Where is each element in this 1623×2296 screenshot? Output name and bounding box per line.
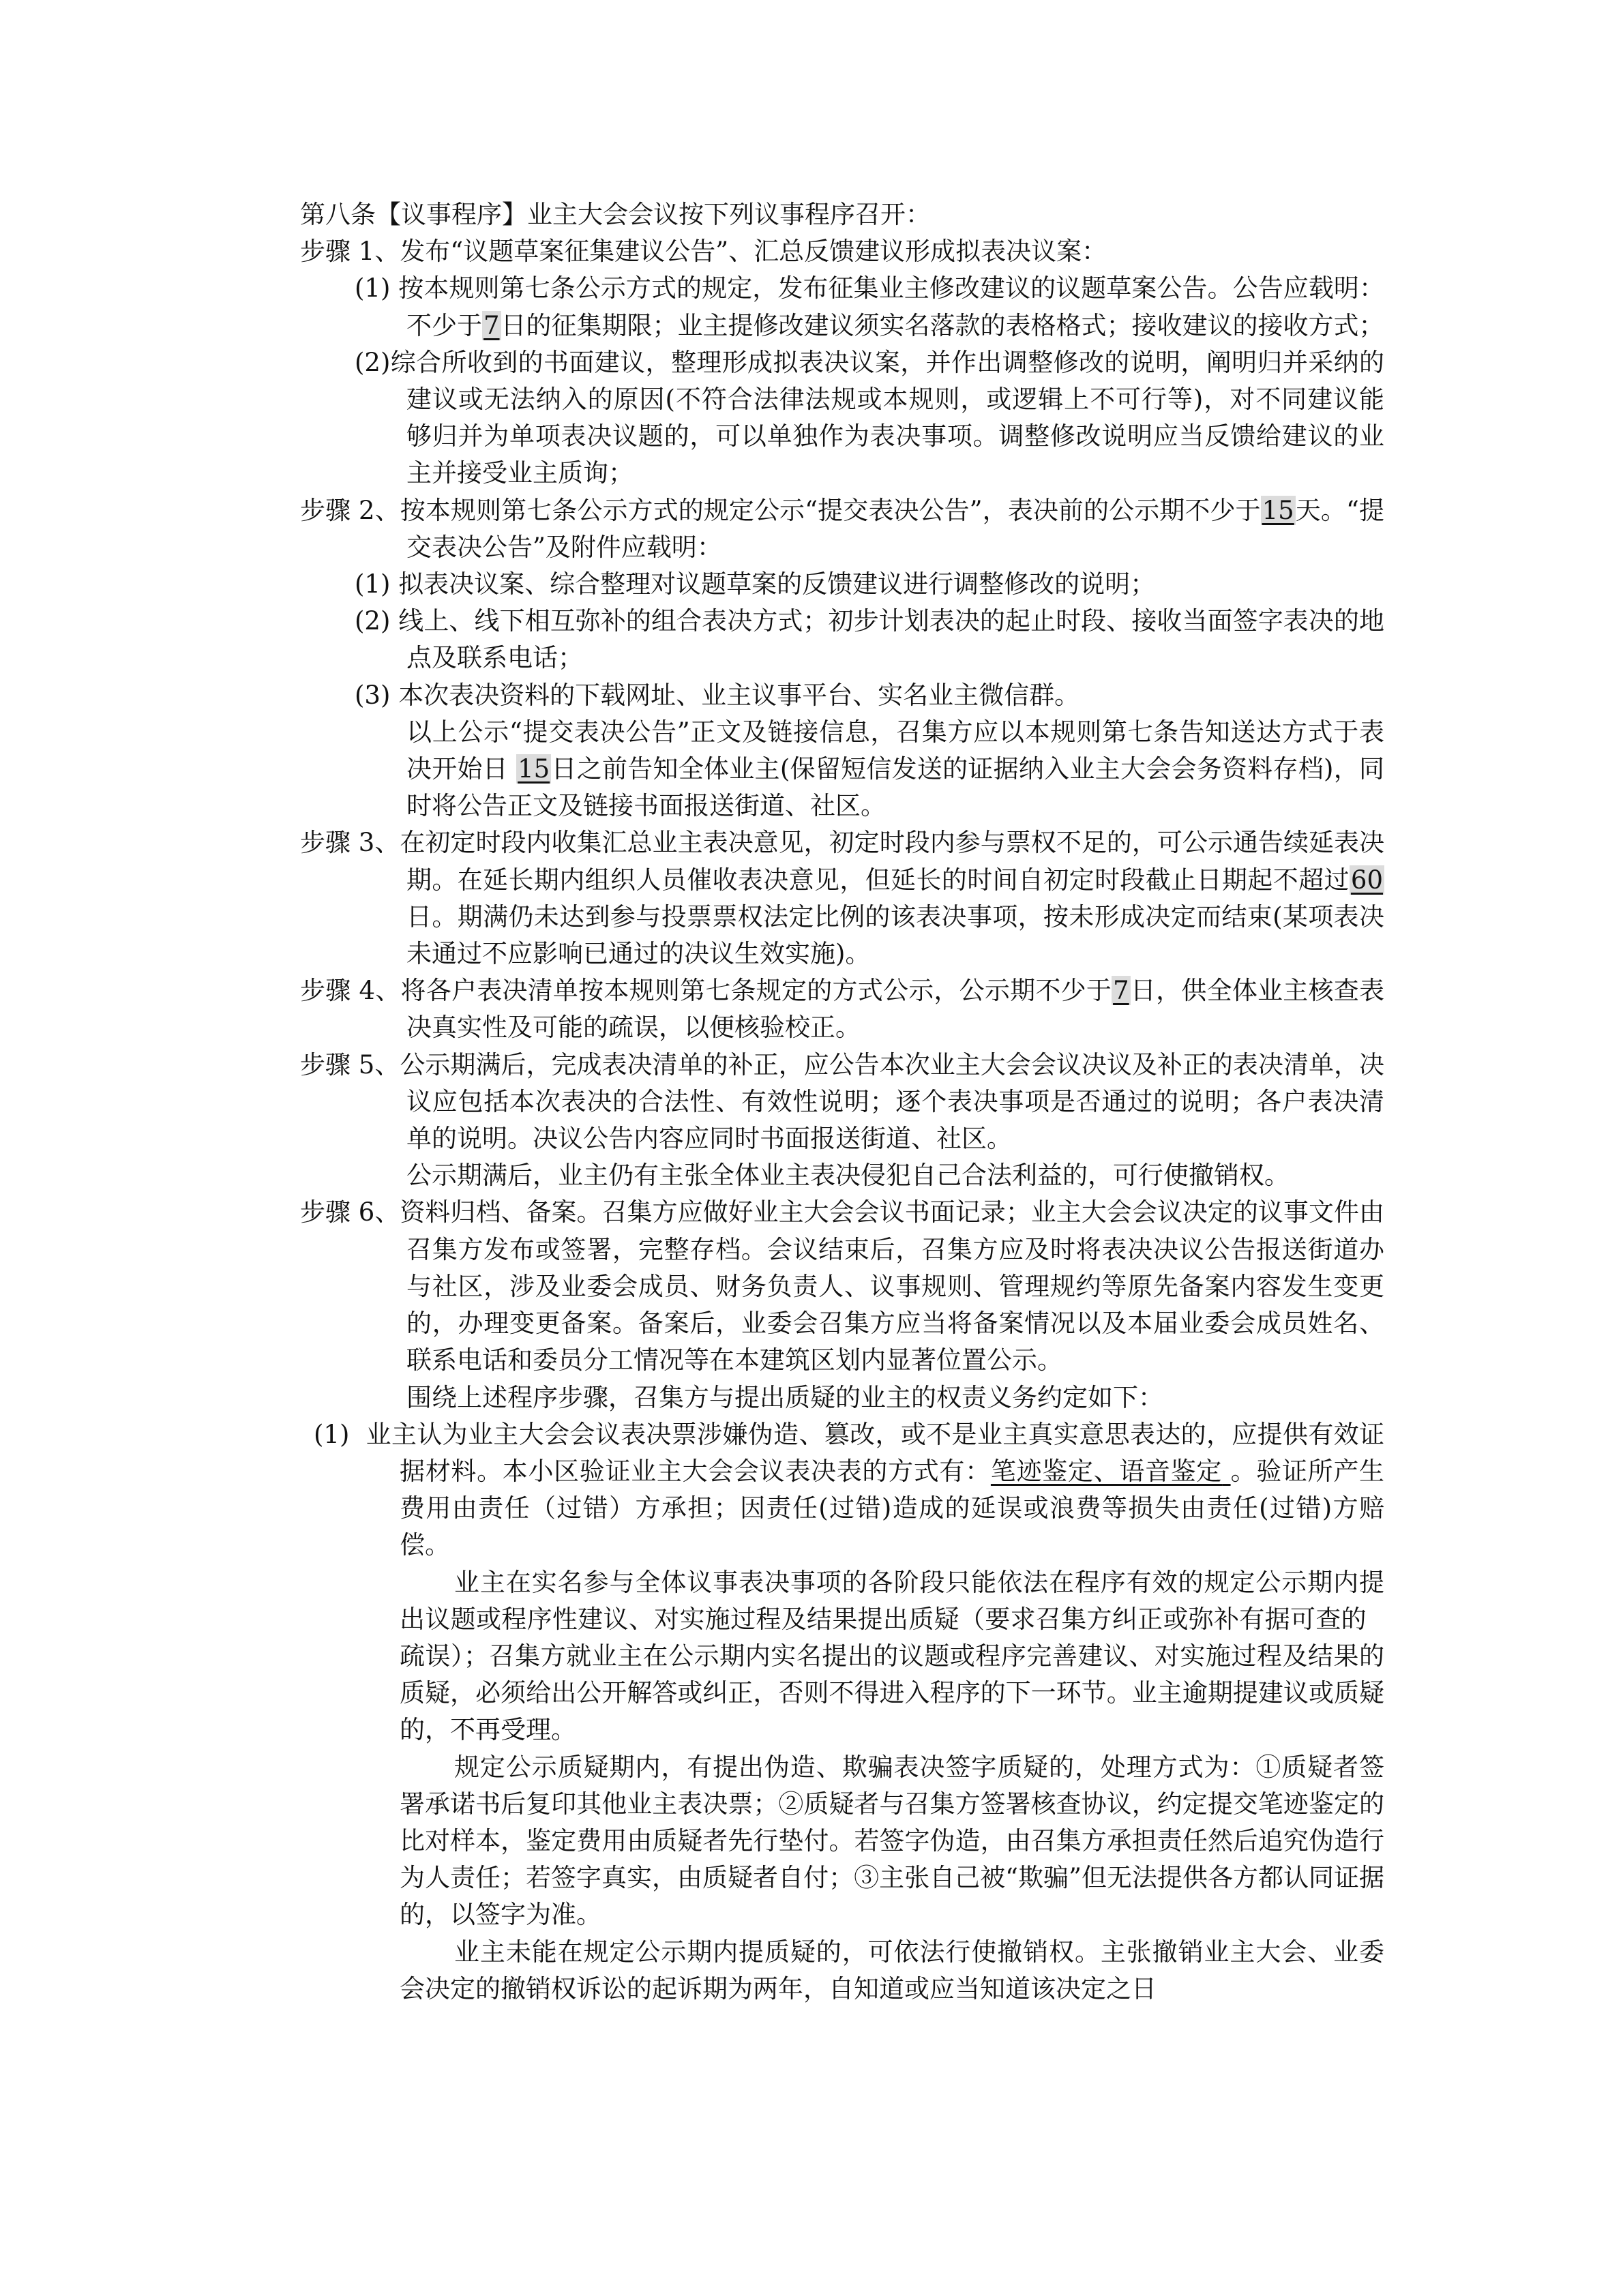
rights-item-1: [300, 1416, 1384, 1564]
step-2-note: [300, 714, 1384, 825]
step-5-label: 步骤 5、: [300, 1049, 400, 1079]
verification-methods: 笔迹鉴定、语音鉴定: [990, 1456, 1223, 1486]
rights-paragraph-4: 业主未能在规定公示期内提质疑的，可依法行使撤销权。主张撤销业主大会、业委会决定的撤销权诉讼的起诉期为两年，自知道或应当知道该决定之日: [400, 1937, 1384, 2003]
item-number: (2): [355, 606, 391, 636]
step-3-text: 日。期满仍未达到参与投票票权法定比例的该表决事项，按未形成决定而结束(某项表决未通过不应影响已通过的决议生效实施)。: [406, 901, 1384, 969]
step-5-note: 公示期满后，业主仍有主张全体业主表决侵犯自己合法利益的，可行使撤销权。: [406, 1161, 1290, 1191]
item-text: 按本规则第七条公示方式的规定，发布征集业主修改建议的议题草案公告。公告应载明：不少于: [398, 273, 1385, 340]
article-title: 第八条【议事程序】业主大会会议按下列议事程序召开：: [300, 200, 931, 229]
highlighted-days: 7: [483, 310, 500, 340]
document-body: [300, 196, 1384, 2008]
step-2-label: 步骤 2、: [300, 495, 400, 525]
step-6-note: 围绕上述程序步骤，召集方与提出质疑的业主的权责义务约定如下：: [406, 1382, 1163, 1412]
step-6-label: 步骤 6、: [300, 1197, 400, 1227]
step-2-text: 天。“提交表决公告”及附件应载明：: [406, 495, 1384, 562]
item-text: 综合所收到的书面建议，整理形成拟表决议案，并作出调整修改的说明，阐明归并采纳的建议或无法纳入的原因(不符合法律法规或本规则，或逻辑上不可行等)，对不同建议能够归并为单项表决议题的，可以单独作为表决事项。调整修改说明应当反馈给建议的业主并接受业主质询；: [390, 347, 1384, 488]
paragraph-text: 业主在实名参与全体议事表决事项的各阶段只能依法在程序有效的规定公示期内提出议题或程序性建议、对实施过程及结果提出质疑（要求召集方纠正或弥补有据可查的: [400, 1567, 1384, 1634]
step-1-text: 发布“议题草案征集建议公告”、汇总反馈建议形成拟表决议案：: [400, 237, 1107, 267]
highlighted-days: 60: [1350, 865, 1383, 895]
highlighted-days: 15: [1262, 495, 1294, 525]
item-text: 日的征集期限；业主提修改建议须实名落款的表格格式；接收建议的接收方式；: [501, 310, 1384, 340]
item-text: 拟表决议案、综合整理对议题草案的反馈建议进行调整修改的说明；: [398, 569, 1156, 599]
rights-paragraph-3: 规定公示质疑期内，有提出伪造、欺骗表决签字质疑的，处理方式为：①质疑者签署承诺书后复印其他业主表决票；②质疑者与召集方签署核查协议，约定提交笔迹鉴定的比对样本，鉴定费用由质疑者先行垫付。若签字伪造，由召集方承担责任然后追究伪造行为人责任；若签字真实，由质疑者自付；③主张自己被“欺骗”但无法提供各方都认同证据的，以签字为准。: [400, 1752, 1384, 1930]
step-2-item-3: [300, 677, 1384, 714]
step-3: [300, 824, 1384, 972]
item-number: (1): [355, 273, 391, 303]
step-4: [300, 972, 1384, 1046]
step-1-item-2: [300, 344, 1384, 492]
item-text: 本次表决资料的下载网址、业主议事平台、实名业主微信群。: [398, 680, 1080, 710]
item-text: 。验证所产生费用由责任（过错）方承担；因责任(过错)造成的延误或浪费等损失由责任(过错)方赔偿。: [400, 1456, 1385, 1560]
step-1-item-1: [300, 270, 1384, 344]
paragraph-text: 疏误）；召集方就业主在公示期内实名提出的议题或程序完善建议、对实施过程及结果的质疑，必须给出公开解答或纠正，否则不得进入程序的下一环节。业主逾期提建议或质疑的，不再受理。: [400, 1641, 1384, 1745]
step-1: [300, 233, 1384, 270]
step-4-text: 将各户表决清单按本规则第七条规定的方式公示，公示期不少于: [400, 976, 1112, 1006]
item-text: 线上、线下相互弥补的组合表决方式；初步计划表决的起止时段、接收当面签字表决的地点及联系电话；: [398, 606, 1385, 673]
step-2-item-2: [300, 603, 1384, 676]
note-text: 以上公示“提交表决公告”正文及链接信息，召集方应以本规则第七条告知送达方式于表决开始日: [406, 717, 1384, 784]
item-number: (1): [314, 1419, 350, 1449]
item-text: 业主认为业主大会会议表决票涉嫌伪造、篡改，或不是业主真实意思表达的，应提供有效证据材料。本小区验证业主大会会议表决表的方式有：: [366, 1419, 1384, 1486]
step-5: [300, 1047, 1384, 1158]
step-3-label: 步骤 3、: [300, 828, 400, 858]
step-2: [300, 492, 1384, 566]
step-4-label: 步骤 4、: [300, 976, 401, 1006]
highlighted-days: 15: [518, 754, 550, 784]
step-2-text: 按本规则第七条公示方式的规定公示“提交表决公告”，表决前的公示期不少于: [400, 495, 1261, 525]
item-number: (2): [355, 347, 391, 377]
rights-paragraph-2: [300, 1564, 1384, 1749]
step-6-text: 资料归档、备案。召集方应做好业主大会会议书面记录；业主大会会议决定的议事文件由召集方发布或签署，完整存档。会议结束后，召集方应及时将表决决议公告报送街道办与社区，涉及业委会成员、财务负责人、议事规则、管理规约等原先备案内容发生变更的，办理变更备案。备案后，业委会召集方应当将备案情况以及本届业委会成员姓名、联系电话和委员分工情况等在本建筑区划内显著位置公示。: [400, 1197, 1384, 1375]
step-5-text: 公示期满后，完成表决清单的补正，应公告本次业主大会会议决议及补正的表决清单，决议应包括本次表决的合法性、有效性说明；逐个表决事项是否通过的说明；各户表决清单的说明。决议公告内容应同时书面报送街道、社区。: [400, 1049, 1384, 1154]
note-text: 日之前告知全体业主(保留短信发送的证据纳入业主大会会务资料存档)，同时将公告正文及链接书面报送街道、社区。: [406, 754, 1385, 821]
item-number: (3): [355, 680, 391, 710]
underline-blank: [1222, 1457, 1230, 1486]
highlighted-days: 7: [1113, 976, 1129, 1006]
item-number: (1): [355, 569, 391, 599]
step-3-text: 在初定时段内收集汇总业主表决意见，初定时段内参与票权不足的，可公示通告续延表决期。在延长期内组织人员催收表决意见，但延长的时间自初定时段截止日期起不超过: [400, 828, 1384, 895]
step-6: [300, 1194, 1384, 1379]
step-1-label: 步骤 1、: [300, 237, 400, 267]
step-2-item-1: [300, 566, 1384, 603]
step-4-text: 日，供全体业主核查表决真实性及可能的疏误，以便核验校正。: [406, 976, 1384, 1043]
